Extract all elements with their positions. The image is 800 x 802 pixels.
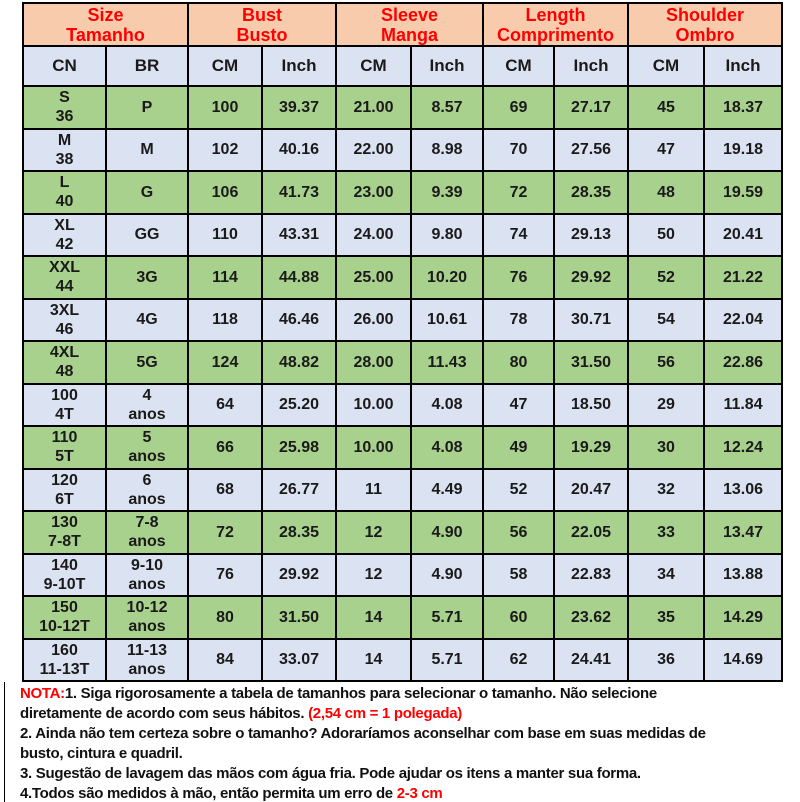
size-cn-cell-line: 36 [55,108,74,126]
value-cell: 19.59 [704,171,782,214]
note-line [20,724,794,744]
size-br-cell-line: 5G [136,353,158,371]
size-cn-cell-line: 9-10T [43,575,86,593]
size-cn-cell-line: 11-13T [39,660,90,678]
value-cell: 13.06 [704,469,782,512]
size-br-cell [106,596,188,639]
table-row [23,214,782,257]
value-cell: 72 [188,511,262,554]
value-cell: 100 [188,86,262,129]
value-cell: 36 [628,639,704,682]
header-label-pt: Busto [236,24,288,45]
value-cell: 35 [628,596,704,639]
value-cell: 29.13 [554,214,628,257]
subheader-inch-5: Inch [411,46,483,86]
value-cell: 62 [483,639,554,682]
subheader-cm-6: CM [483,46,554,86]
value-cell: 4.49 [411,469,483,512]
value-cell: 4.90 [411,511,483,554]
size-br-cell [106,426,188,469]
size-cn-cell-line: 3XL [49,301,80,319]
value-cell: 118 [188,299,262,342]
size-cn-cell-line: 5T [55,448,74,466]
size-table [22,2,783,682]
value-cell: 22.83 [554,554,628,597]
value-cell: 64 [188,384,262,427]
value-cell: 44.88 [262,256,336,299]
size-cn-cell-line: 7-8T [48,533,81,551]
table-row [23,639,782,682]
size-br-cell-line: anos [128,660,166,678]
size-br-cell [106,511,188,554]
table-row [23,171,782,214]
size-br-cell [106,171,188,214]
table-row [23,86,782,129]
value-cell: 29.92 [554,256,628,299]
header-label-pt: Comprimento [497,24,615,45]
value-cell: 21.22 [704,256,782,299]
value-cell: 54 [628,299,704,342]
note-text: 4.Todos são medidos à mão, então permita um erro de [20,785,397,802]
value-cell: 4.08 [411,384,483,427]
value-cell: 26.77 [262,469,336,512]
value-cell: 110 [188,214,262,257]
size-br-cell-line: anos [128,575,166,593]
size-cn-cell-line: 40 [55,193,74,211]
note-line [20,744,794,764]
value-cell: 72 [483,171,554,214]
table-row [23,129,782,172]
size-cn-cell [23,171,106,214]
size-cn-cell-line: 10-12T [39,618,90,636]
value-cell: 41.73 [262,171,336,214]
size-cn-cell-line: 140 [51,556,78,574]
value-cell: 40.16 [262,129,336,172]
size-cn-cell-line: 150 [51,599,78,617]
size-br-cell-line: 4 [142,386,152,404]
size-cn-cell-line: 48 [55,363,74,381]
size-cn-cell-line: 42 [55,235,74,253]
value-cell: 12.24 [704,426,782,469]
value-cell: 22.86 [704,341,782,384]
size-br-cell [106,299,188,342]
size-cn-cell [23,469,106,512]
size-br-cell-line: 10-12 [126,599,168,617]
size-cn-cell [23,86,106,129]
subheader-cn-0: CN [23,46,106,86]
value-cell: 47 [483,384,554,427]
value-cell: 31.50 [554,341,628,384]
value-cell: 30.71 [554,299,628,342]
value-cell: 66 [188,426,262,469]
size-cn-cell-line: 46 [55,320,74,338]
header-group-sleeve [336,3,483,46]
value-cell: 13.88 [704,554,782,597]
value-cell: 56 [483,511,554,554]
value-cell: 52 [483,469,554,512]
size-cn-cell-line: XL [54,216,75,234]
value-cell: 22.05 [554,511,628,554]
header-label-pt: Manga [381,24,439,45]
value-cell: 23.00 [336,171,411,214]
value-cell: 24.41 [554,639,628,682]
header-group-size [23,3,188,46]
table-row [23,426,782,469]
size-br-cell [106,129,188,172]
subheader-inch-3: Inch [262,46,336,86]
value-cell: 10.20 [411,256,483,299]
note-text: 2. Ainda não tem certeza sobre o tamanho? Adoraríamos aconselhar com base em suas medidas de [20,725,706,742]
header-group-length [483,3,628,46]
header-label-pt: Tamanho [66,24,145,45]
value-cell: 47 [628,129,704,172]
size-cn-cell-line: 160 [51,641,78,659]
value-cell: 32 [628,469,704,512]
value-cell: 30 [628,426,704,469]
subheader-inch-9: Inch [704,46,782,86]
header-label-en: Sleeve [380,4,439,25]
size-cn-cell [23,384,106,427]
value-cell: 10.61 [411,299,483,342]
size-br-cell-line: anos [128,618,166,636]
size-cn-cell-line: 6T [55,490,74,508]
size-cn-cell-line: 110 [51,429,78,447]
value-cell: 8.57 [411,86,483,129]
value-cell: 69 [483,86,554,129]
size-cn-cell-line: XXL [48,259,81,277]
size-cn-cell [23,256,106,299]
value-cell: 80 [483,341,554,384]
note-line [20,784,794,802]
table-header [23,3,782,86]
size-cn-cell-line: M [57,131,72,149]
value-cell: 43.31 [262,214,336,257]
size-br-cell-line: 7-8 [135,514,159,532]
value-cell: 20.47 [554,469,628,512]
subheader-cm-4: CM [336,46,411,86]
value-cell: 58 [483,554,554,597]
value-cell: 84 [188,639,262,682]
table-row [23,554,782,597]
value-cell: 48 [628,171,704,214]
value-cell: 13.47 [704,511,782,554]
value-cell: 68 [188,469,262,512]
value-cell: 22.00 [336,129,411,172]
value-cell: 70 [483,129,554,172]
size-cn-cell [23,129,106,172]
value-cell: 14 [336,639,411,682]
value-cell: 19.18 [704,129,782,172]
notes-section [4,682,800,802]
size-br-cell-line: P [141,98,153,116]
value-cell: 28.00 [336,341,411,384]
note-text: diretamente de acordo com seus hábitos. [20,705,309,722]
note-line [20,684,794,704]
size-br-cell-line: 6 [142,471,152,489]
value-cell: 124 [188,341,262,384]
size-br-cell-line: 11-13 [126,641,168,659]
value-cell: 9.80 [411,214,483,257]
size-br-cell-line: 4G [136,311,158,329]
size-cn-cell-line: 38 [55,150,74,168]
value-cell: 11.84 [704,384,782,427]
size-cn-cell [23,426,106,469]
note-highlight-text: (2,54 cm = 1 polegada) [308,705,462,722]
value-cell: 14.69 [704,639,782,682]
value-cell: 28.35 [554,171,628,214]
value-cell: 33 [628,511,704,554]
value-cell: 27.17 [554,86,628,129]
value-cell: 18.50 [554,384,628,427]
value-cell: 28.35 [262,511,336,554]
value-cell: 31.50 [262,596,336,639]
table-row [23,256,782,299]
size-cn-cell-line: 4XL [49,344,80,362]
size-br-cell-line: anos [128,490,166,508]
value-cell: 14.29 [704,596,782,639]
value-cell: 80 [188,596,262,639]
table-row [23,469,782,512]
value-cell: 9.39 [411,171,483,214]
size-br-cell-line: 9-10 [130,556,164,574]
value-cell: 49 [483,426,554,469]
note-line [20,764,794,784]
value-cell: 76 [188,554,262,597]
value-cell: 45 [628,86,704,129]
value-cell: 5.71 [411,596,483,639]
size-cn-cell [23,214,106,257]
size-br-cell-line: anos [128,405,166,423]
header-label-en: Length [525,4,586,25]
value-cell: 12 [336,511,411,554]
value-cell: 19.29 [554,426,628,469]
subheader-cm-8: CM [628,46,704,86]
value-cell: 114 [188,256,262,299]
size-br-cell-line: anos [128,533,166,551]
size-br-cell-line: G [140,183,154,201]
size-br-cell-line: 5 [142,429,152,447]
size-cn-cell-line: 44 [55,278,74,296]
size-cn-cell-line: L [59,174,70,192]
size-br-cell-line: 3G [136,268,158,286]
value-cell: 78 [483,299,554,342]
size-cn-cell [23,341,106,384]
value-cell: 4.08 [411,426,483,469]
size-cn-cell-line: 100 [51,386,78,404]
header-label-en: Bust [242,4,283,25]
value-cell: 39.37 [262,86,336,129]
size-br-cell-line: M [140,141,154,159]
value-cell: 29 [628,384,704,427]
size-br-cell [106,469,188,512]
subheader-inch-7: Inch [554,46,628,86]
value-cell: 106 [188,171,262,214]
value-cell: 46.46 [262,299,336,342]
subheader-cm-2: CM [188,46,262,86]
note-highlight-text: 2-3 cm [396,785,443,802]
size-br-cell [106,341,188,384]
value-cell: 12 [336,554,411,597]
header-label-en: Size [87,4,124,25]
value-cell: 52 [628,256,704,299]
value-cell: 14 [336,596,411,639]
value-cell: 34 [628,554,704,597]
table-row [23,511,782,554]
size-br-cell [106,214,188,257]
size-br-cell [106,554,188,597]
value-cell: 50 [628,214,704,257]
note-text: 1. Siga rigorosamente a tabela de tamanhos para selecionar o tamanho. Não selecione [64,685,657,702]
value-cell: 22.04 [704,299,782,342]
value-cell: 48.82 [262,341,336,384]
value-cell: 8.98 [411,129,483,172]
value-cell: 26.00 [336,299,411,342]
size-cn-cell-line: 120 [51,471,78,489]
subheader-br-1: BR [106,46,188,86]
note-line [20,704,794,724]
note-text: busto, cintura e quadril. [20,745,183,762]
header-group-shoulder [628,3,782,46]
table-row [23,299,782,342]
header-label-pt: Ombro [675,24,735,45]
table-body [23,86,782,681]
value-cell: 5.71 [411,639,483,682]
value-cell: 102 [188,129,262,172]
note-highlight-text: NOTA: [20,685,65,702]
value-cell: 20.41 [704,214,782,257]
size-cn-cell [23,554,106,597]
size-cn-cell [23,639,106,682]
value-cell: 74 [483,214,554,257]
value-cell: 23.62 [554,596,628,639]
size-br-cell [106,86,188,129]
note-text: 3. Sugestão de lavagem das mãos com água fria. Pode ajudar os itens a manter sua forma. [20,765,641,782]
value-cell: 25.98 [262,426,336,469]
value-cell: 25.20 [262,384,336,427]
value-cell: 11.43 [411,341,483,384]
table-row [23,341,782,384]
value-cell: 10.00 [336,384,411,427]
size-br-cell [106,256,188,299]
size-cn-cell-line: S [59,89,70,107]
subheader-row [23,46,782,86]
value-cell: 60 [483,596,554,639]
table-row [23,384,782,427]
value-cell: 56 [628,341,704,384]
size-cn-cell-line: 4T [55,405,74,423]
header-label-en: Shoulder [666,4,745,25]
table-row [23,596,782,639]
value-cell: 4.90 [411,554,483,597]
size-br-cell [106,639,188,682]
header-group-bust [188,3,336,46]
size-cn-cell [23,299,106,342]
size-br-cell [106,384,188,427]
value-cell: 18.37 [704,86,782,129]
value-cell: 27.56 [554,129,628,172]
value-cell: 24.00 [336,214,411,257]
header-group-row [23,3,782,46]
value-cell: 33.07 [262,639,336,682]
value-cell: 11 [336,469,411,512]
value-cell: 29.92 [262,554,336,597]
value-cell: 76 [483,256,554,299]
value-cell: 25.00 [336,256,411,299]
size-cn-cell [23,596,106,639]
size-cn-cell-line: 130 [51,514,78,532]
size-br-cell-line: GG [134,226,160,244]
size-br-cell-line: anos [128,448,166,466]
value-cell: 21.00 [336,86,411,129]
value-cell: 10.00 [336,426,411,469]
size-cn-cell [23,511,106,554]
